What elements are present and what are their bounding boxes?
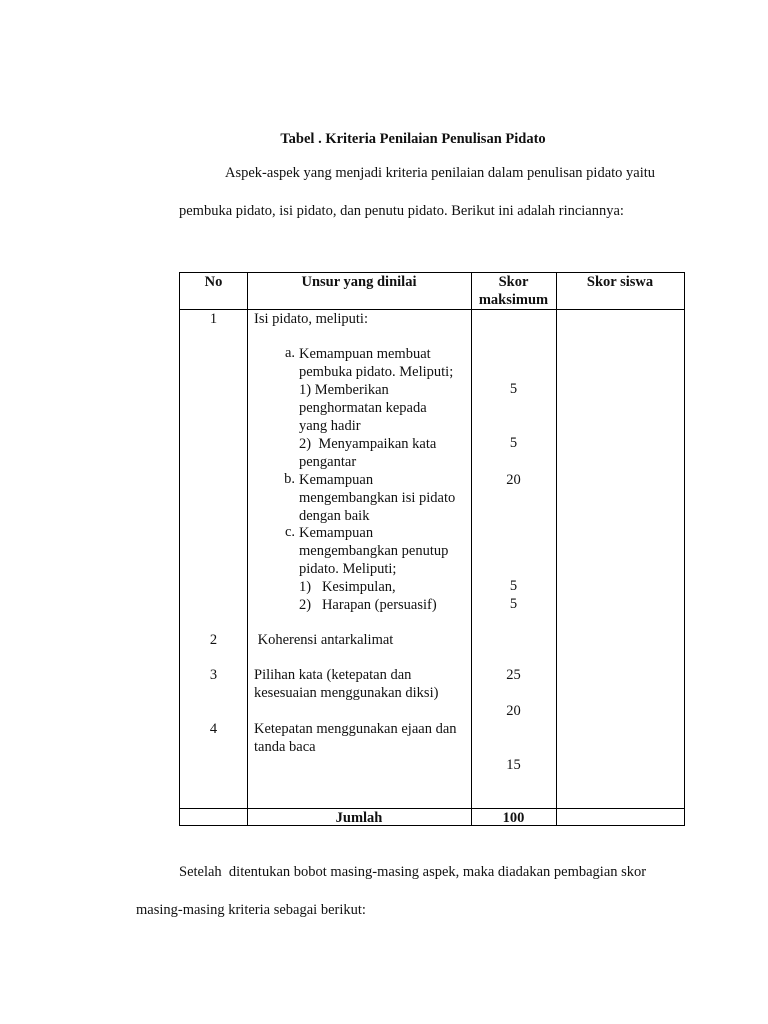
list-line: 2) Harapan (persuasif) xyxy=(299,597,437,613)
score-value: 5 xyxy=(509,578,518,594)
list-line: pembuka pidato. Meliputi; xyxy=(299,364,454,380)
list-line: dengan baik xyxy=(299,508,370,524)
intro-paragraph-line-2: pembuka pidato, isi pidato, dan penutu pidato. Berikut ini adalah rinciannya: xyxy=(179,203,624,219)
header-skor-line-1: Skor xyxy=(498,274,529,290)
list-line: pidato. Meliputi; xyxy=(299,561,397,577)
row4-text xyxy=(254,720,457,756)
row-number-3: 3 xyxy=(209,667,218,683)
list-line: 1) Kesimpulan, xyxy=(299,579,396,595)
header-skor-line-2: maksimum xyxy=(478,292,549,308)
score-value: 5 xyxy=(509,435,518,451)
row1-heading: Isi pidato, meliputi: xyxy=(254,311,368,327)
list-item-b-text xyxy=(299,471,455,525)
score-value: 20 xyxy=(506,472,521,488)
row-number-4: 4 xyxy=(209,721,218,737)
intro-paragraph-line-1: Aspek-aspek yang menjadi kriteria penilaian dalam penulisan pidato yaitu xyxy=(225,165,656,181)
row3-line-2: kesesuaian menggunakan diksi) xyxy=(254,685,439,701)
column-divider xyxy=(247,273,248,825)
header-no: No xyxy=(204,274,223,290)
row4-line-1: Ketepatan menggunakan ejaan dan xyxy=(254,721,457,737)
score-value: 20 xyxy=(506,703,521,719)
row3-line-1: Pilihan kata (ketepatan dan xyxy=(254,667,412,683)
row3-text xyxy=(254,666,438,702)
row2-text: Koherensi antarkalimat xyxy=(254,632,394,648)
row4-line-2: tanda baca xyxy=(254,739,316,755)
list-marker-c: c. xyxy=(284,524,295,540)
row-number-2: 2 xyxy=(209,632,218,648)
list-line: Kemampuan xyxy=(299,472,374,488)
list-line: Kemampuan xyxy=(299,525,374,541)
header-skor-siswa: Skor siswa xyxy=(586,274,654,290)
closing-paragraph-line-1: Setelah ditentukan bobot masing-masing aspek, maka diadakan pembagian skor xyxy=(179,864,647,880)
list-line: penghormatan kepada xyxy=(299,400,427,416)
list-marker-a: a. xyxy=(284,345,295,361)
score-value: 15 xyxy=(506,757,521,773)
list-line: mengembangkan isi pidato xyxy=(299,490,456,506)
score-value: 25 xyxy=(506,667,521,683)
table-title: Tabel . Kriteria Penilaian Penulisan Pidato xyxy=(280,131,546,147)
list-marker-b: b. xyxy=(284,471,295,487)
list-line: mengembangkan penutup xyxy=(299,543,449,559)
row-number-1: 1 xyxy=(209,311,218,327)
assessment-table xyxy=(179,272,685,826)
column-divider xyxy=(556,273,557,825)
list-line: Kemampuan membuat xyxy=(299,346,431,362)
list-item-a-text xyxy=(299,345,453,471)
list-line: 2) Menyampaikan kata xyxy=(299,436,437,452)
score-value: 5 xyxy=(509,596,518,612)
list-line: pengantar xyxy=(299,454,357,470)
list-line: yang hadir xyxy=(299,418,361,434)
header-skor-maksimum xyxy=(471,273,556,309)
header-unsur: Unsur yang dinilai xyxy=(301,274,417,290)
closing-paragraph-line-2: masing-masing kriteria sebagai berikut: xyxy=(136,902,366,918)
footer-total: 100 xyxy=(502,810,525,826)
score-value: 5 xyxy=(509,381,518,397)
list-item-c-text xyxy=(299,524,448,614)
column-divider xyxy=(471,273,472,825)
list-line: 1) Memberikan xyxy=(299,382,389,398)
footer-label: Jumlah xyxy=(335,810,383,826)
